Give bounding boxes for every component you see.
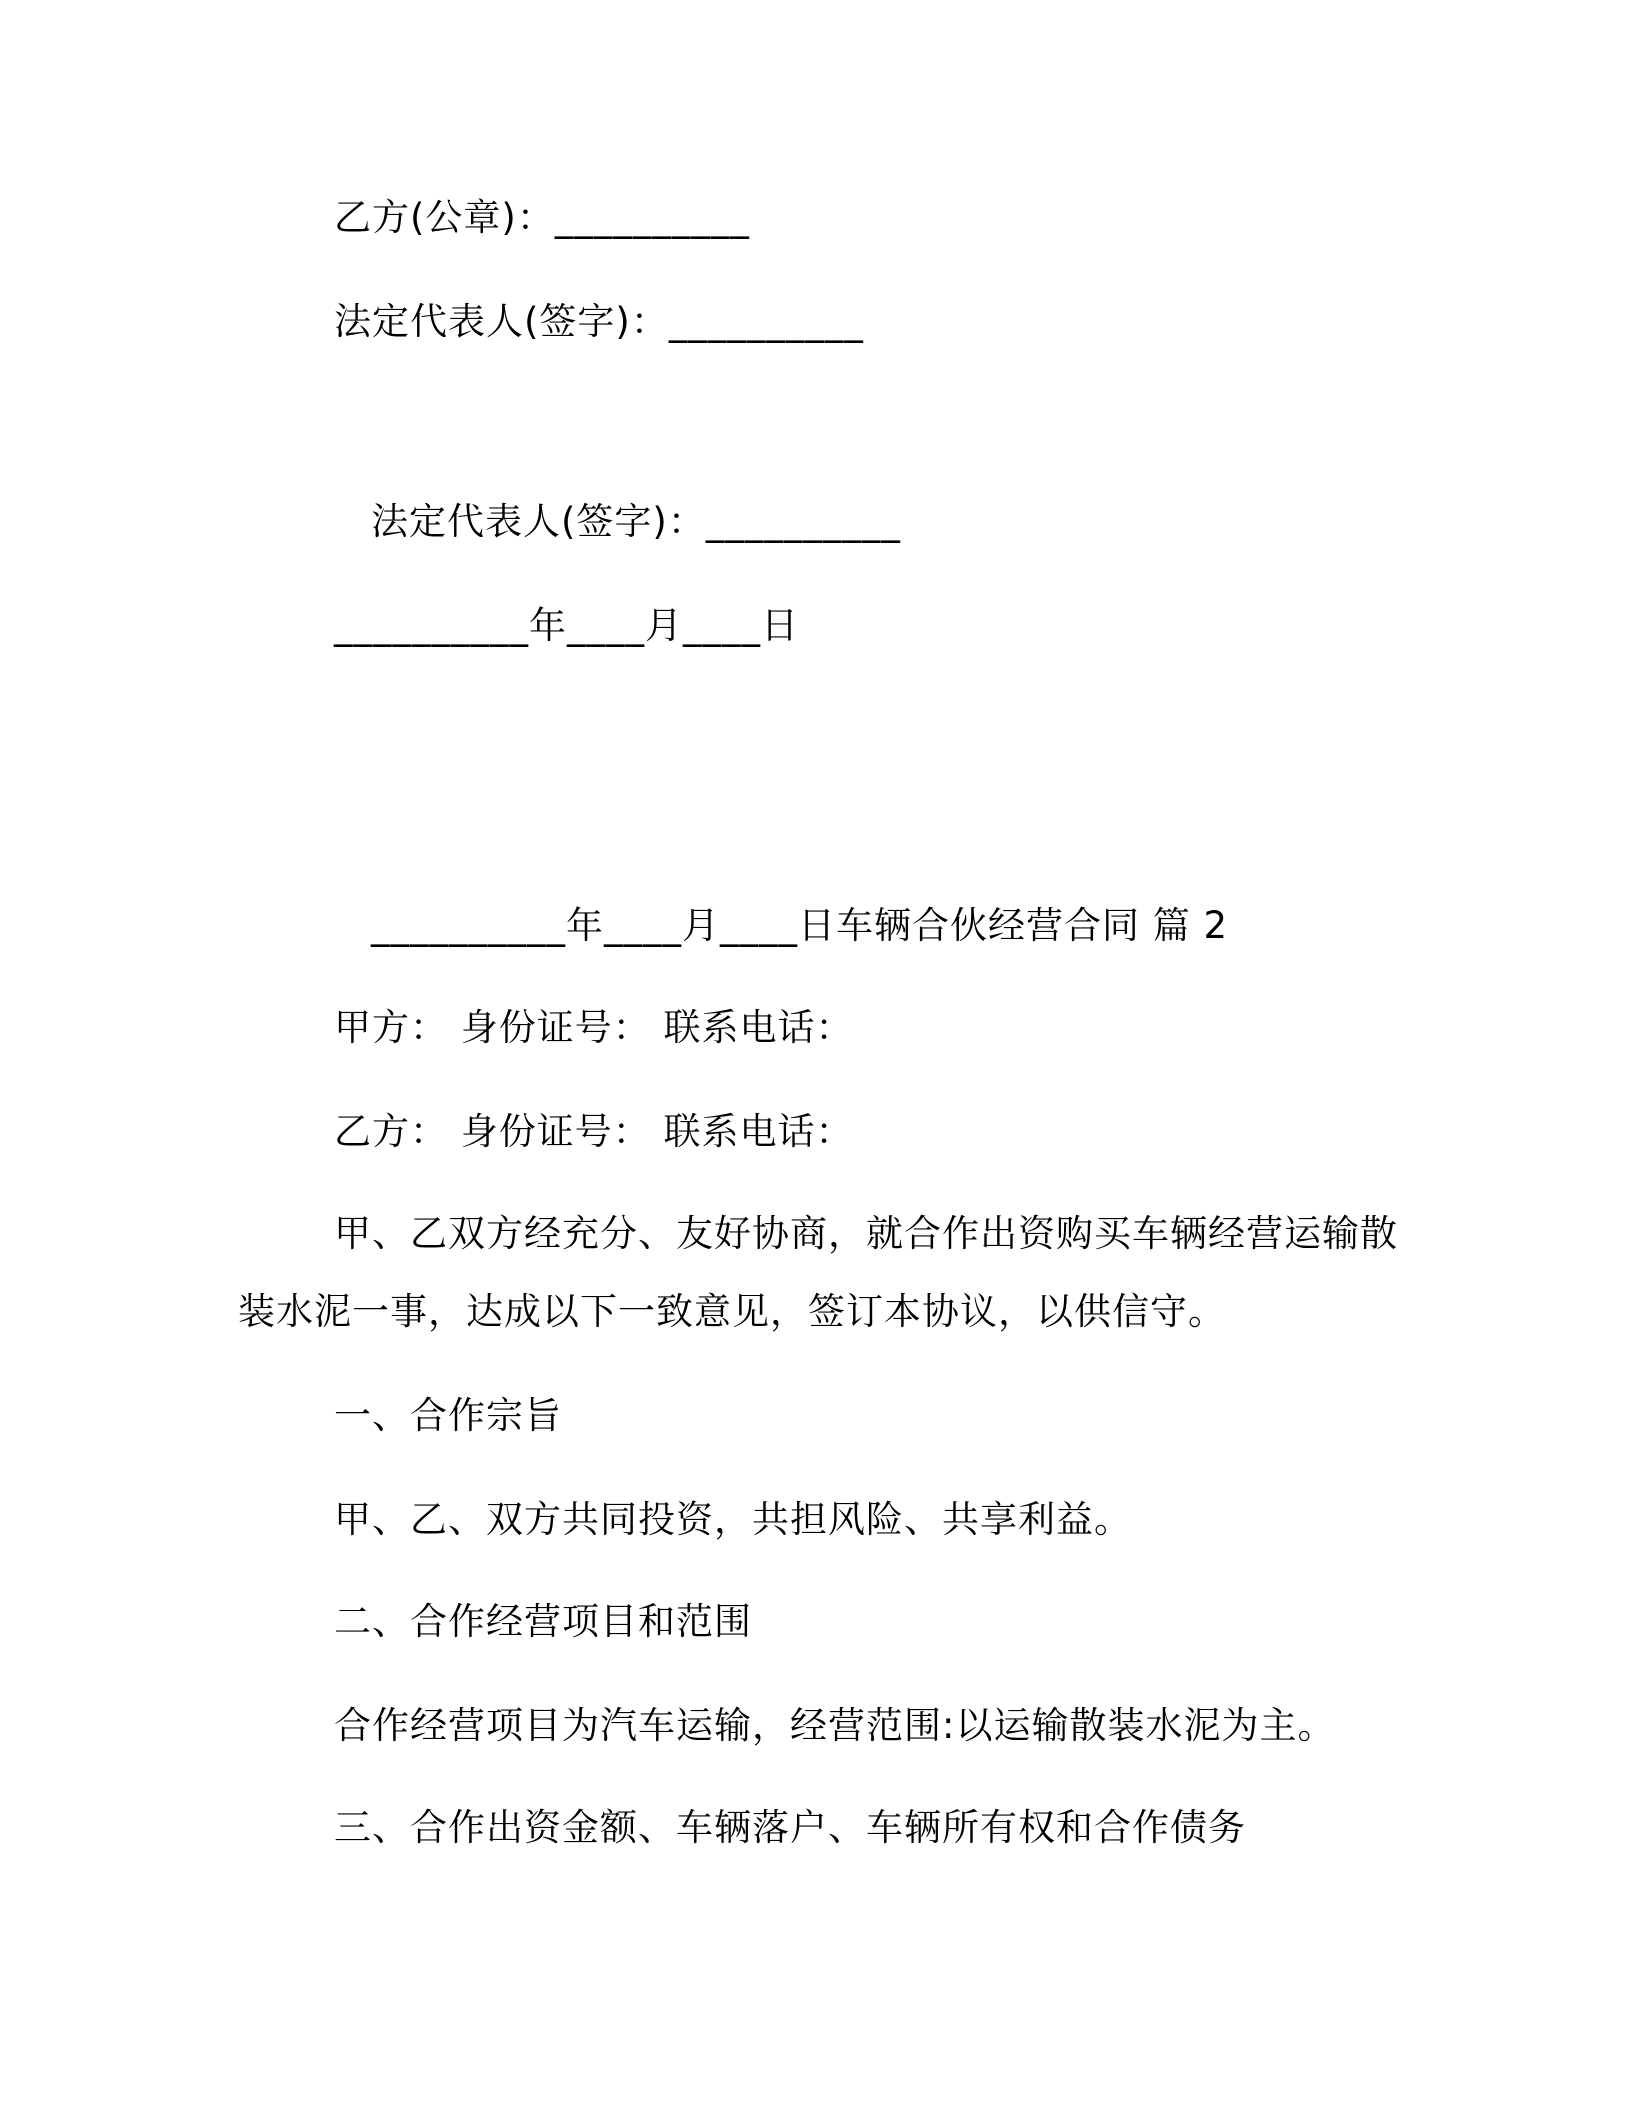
party-b-seal-line: 乙方(公章)：__________ [334, 196, 750, 239]
intro-paragraph-line-1: 甲、乙双方经充分、友好协商，就合作出资购买车辆经营运输散 [334, 1212, 1398, 1255]
date-line: __________年____月____日 [334, 604, 799, 647]
section-1-body: 甲、乙、双方共同投资，共担风险、共享利益。 [334, 1498, 1132, 1541]
section-1-heading: 一、合作宗旨 [334, 1394, 562, 1437]
party-b-info: 乙方： 身份证号： 联系电话： [334, 1110, 854, 1153]
section-2-heading: 二、合作经营项目和范围 [334, 1600, 752, 1643]
legal-representative-line-indented: 法定代表人(签字)：__________ [371, 500, 901, 543]
section-3-heading: 三、合作出资金额、车辆落户、车辆所有权和合作债务 [334, 1806, 1246, 1849]
intro-paragraph-line-2: 装水泥一事，达成以下一致意见，签订本协议，以供信守。 [238, 1290, 1226, 1333]
party-a-info: 甲方： 身份证号： 联系电话： [334, 1006, 854, 1049]
legal-representative-line: 法定代表人(签字)：__________ [334, 300, 864, 343]
section-2-body: 合作经营项目为汽车运输，经营范围:以运输散装水泥为主。 [334, 1704, 1336, 1747]
contract-title: __________年____月____日车辆合伙经营合同 篇 2 [371, 904, 1229, 947]
